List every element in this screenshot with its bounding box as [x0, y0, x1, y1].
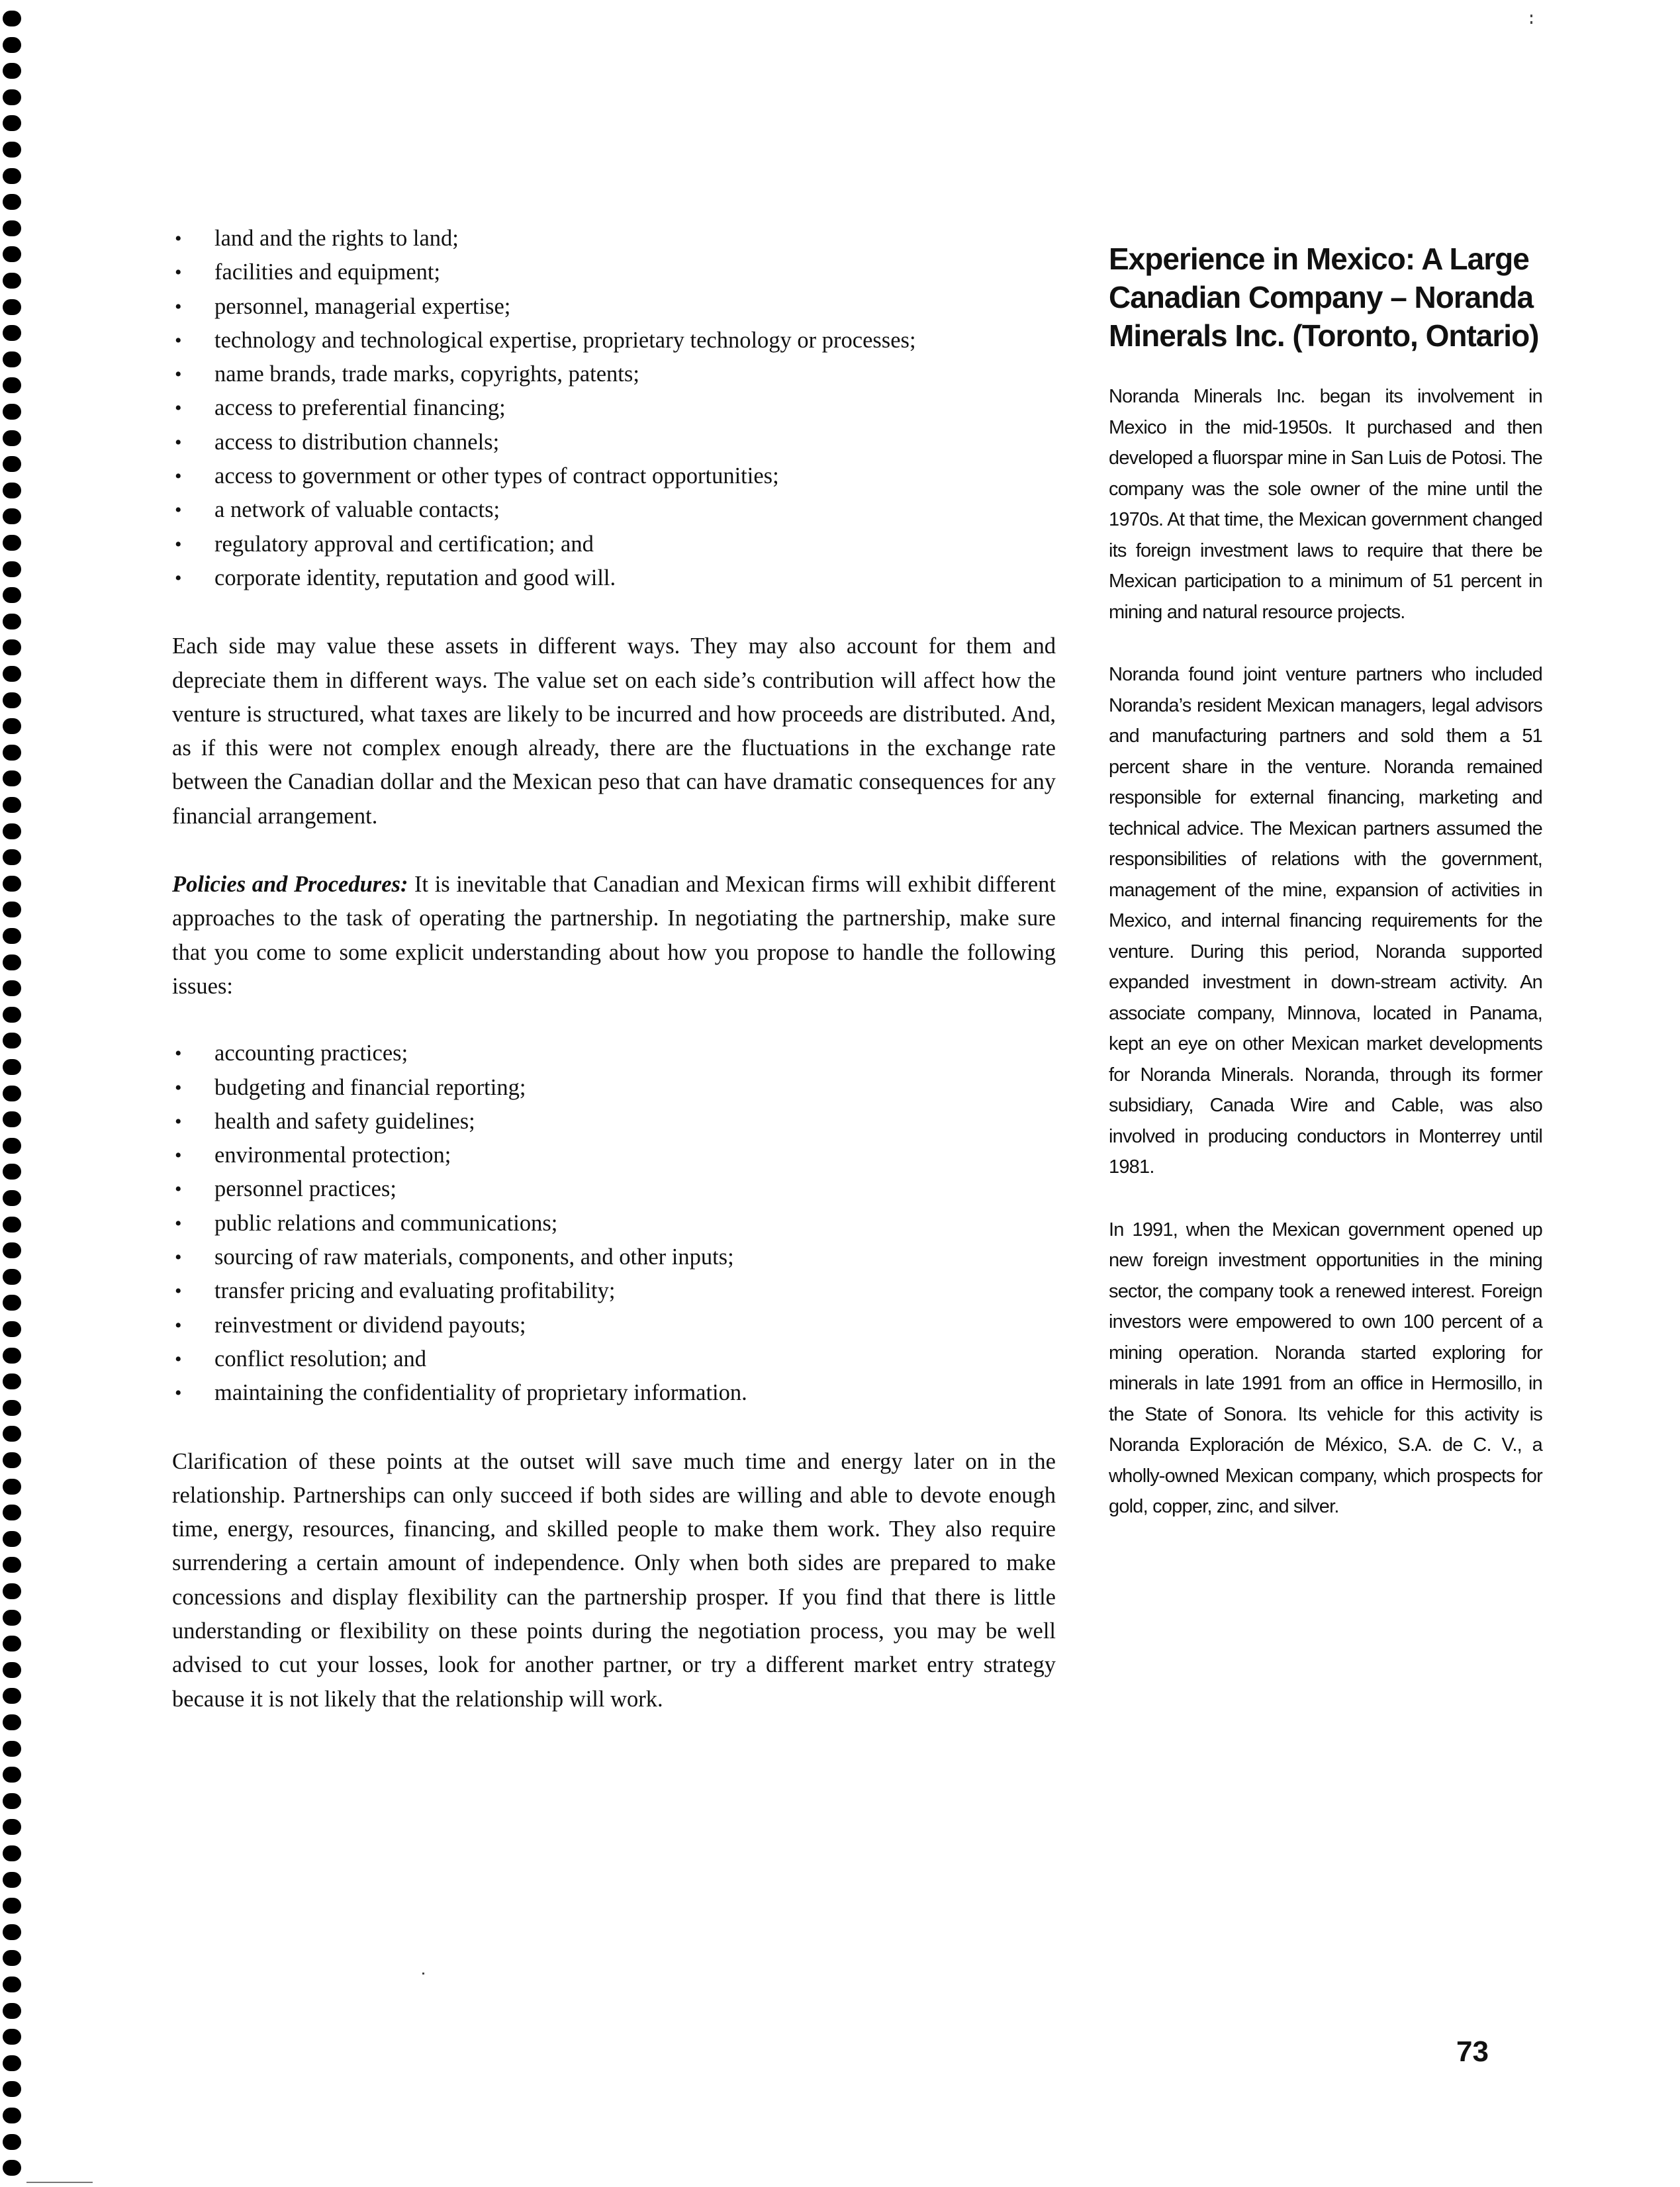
binding-hole [3, 1977, 21, 1992]
binding-hole [3, 11, 21, 26]
binding-hole [3, 2160, 21, 2176]
scan-speck [1530, 21, 1532, 24]
binding-hole [3, 2003, 21, 2019]
sidebar-paragraph: Noranda Minerals Inc. began its involvement in Mexico in the mid-1950s. It purchased and then developed a fluorspar mine in San Luis de Potosi. The company was the sole owner of the mine until the 1970s. At that time, the Mexican government changed its foreign investment laws to require that there be Mexican participation to a minimum of 51 percent in mining and natural resource projects. [1109, 386, 1542, 623]
binding-hole [3, 745, 21, 761]
binding-hole [3, 63, 21, 79]
bullet-item: • conflict resolution; and [172, 1342, 1056, 1376]
binding-hole [3, 115, 21, 131]
binding-hole [3, 1452, 21, 1468]
binding-hole [3, 1662, 21, 1678]
bullet-item: • environmental protection; [172, 1139, 1056, 1172]
binding-hole [3, 1138, 21, 1154]
binding-hole [3, 220, 21, 236]
binding-hole [3, 456, 21, 472]
binding-hole [3, 770, 21, 786]
binding-hole [3, 849, 21, 865]
binding-hole [3, 1348, 21, 1364]
asset-list [172, 222, 1056, 595]
bullet-item: • corporate identity, reputation and good will. [172, 561, 1056, 595]
binding-hole [3, 980, 21, 996]
binding-hole [3, 404, 21, 420]
binding-hole [3, 1531, 21, 1547]
binding-hole [3, 639, 21, 655]
binding-hole [3, 666, 21, 682]
binding-hole [3, 1714, 21, 1730]
bullet-item: • access to distribution channels; [172, 426, 1056, 459]
binding-hole [3, 483, 21, 498]
bullet-item: • personnel, managerial expertise; [172, 290, 1056, 324]
bullet-item: • accounting practices; [172, 1037, 1056, 1070]
bullet-item: • technology and technological expertise, proprietary technology or processes; [172, 324, 1056, 357]
binding-hole [3, 1610, 21, 1626]
binding-hole [3, 37, 21, 53]
sidebar-heading: Experience in Mexico: A Large Canadian Company – Noranda Minerals Inc. (Toronto, Ontario) [1109, 242, 1539, 353]
binding-hole [3, 377, 21, 393]
bullet-item: • reinvestment or dividend payouts; [172, 1309, 1056, 1342]
binding-hole [3, 1373, 21, 1389]
binding-hole [3, 1793, 21, 1809]
scan-edge-line [26, 2182, 93, 2183]
binding-hole [3, 1505, 21, 1520]
bullet-item: • maintaining the confidentiality of proprietary information. [172, 1376, 1056, 1410]
scan-speck [1530, 15, 1532, 17]
binding-hole [3, 1269, 21, 1285]
binding-hole [3, 1426, 21, 1442]
binding-hole [3, 561, 21, 577]
bullet-item: • access to government or other types of contract opportunities; [172, 459, 1056, 493]
binding-hole [3, 1557, 21, 1573]
bullet-item: • a network of valuable contacts; [172, 493, 1056, 527]
binding-hole [3, 797, 21, 813]
page-number: 73 [1456, 2035, 1489, 2068]
assets-valuation-paragraph: Each side may value these assets in different ways. They may also account for them and depreciate them in different ways. The value set on each side’s contribution will affect how the venture is structured, what taxes are likely to be incurred and how proceeds are distributed. And, as if this were not complex enough already, there are the fluctuations in the exchange rate between the Canadian dollar and the Mexican peso that can have dramatic consequences for any financial arrangement. [172, 633, 1056, 829]
binding-hole [3, 1242, 21, 1258]
binding-hole [3, 1950, 21, 1966]
binding-hole [3, 1845, 21, 1861]
bullet-item: • land and the rights to land; [172, 222, 1056, 256]
binding-hole [3, 692, 21, 708]
binding-hole [3, 1059, 21, 1075]
bullet-item: • public relations and communications; [172, 1207, 1056, 1240]
binding-hole [3, 1688, 21, 1704]
binding-hole [3, 194, 21, 210]
spiral-binding-holes [0, 0, 26, 2187]
bullet-item: • access to preferential financing; [172, 391, 1056, 425]
binding-hole [3, 1033, 21, 1048]
policies-body: It is inevitable that Canadian and Mexican firms will exhibit different approaches to the task of operating the partnership. In negotiating the partnership, make sure that you come to some explicit understanding about how you propose to handle the following issues: [172, 872, 1056, 999]
binding-hole [3, 1741, 21, 1757]
bullet-item: • personnel practices; [172, 1172, 1056, 1206]
binding-hole [3, 168, 21, 184]
binding-hole [3, 2029, 21, 2045]
sidebar-paragraph: In 1991, when the Mexican government opened up new foreign investment opportunities in the mining sector, the company took a renewed interest. Foreign investors were empowered to own 100 percent of a mining operation. Noranda started exploring for minerals in late 1991 from an office in Hermosillo, in the State of Sonora. Its vehicle for this activity is Noranda Exploración de México, S.A. de C. V., a wholly-owned Mexican company, which prospects for gold, copper, zinc, and silver. [1109, 1219, 1542, 1517]
binding-hole [3, 1007, 21, 1023]
sidebar-paragraph: Noranda found joint venture partners who included Noranda’s resident Mexican managers, legal advisors and manufacturing partners and sold them a 51 percent share in the venture. Noranda remained responsible for external financing, marketing and technical advice. The Mexican partners assumed the responsibilities of relations with the government, management of the mine, expansion of activities in Mexico, and internal financing requirements for the venture. During this period, Noranda supported expanded investment in down-stream activity. An associate company, Minnova, located in Panama, kept an eye on other Mexican market developments for Noranda Minerals. Noranda, through its former subsidiary, Canada Wire and Cable, was also involved in producing conductors in Monterrey until 1981. [1109, 664, 1542, 1178]
binding-hole [3, 2055, 21, 2071]
binding-hole [3, 1898, 21, 1914]
binding-hole [3, 299, 21, 315]
binding-hole [3, 508, 21, 524]
clarification-paragraph: Clarification of these points at the outset will save much time and energy later on in the relationship. Partnerships can only succeed if both sides are willing and able to devote enough time, energy, resources, financing, and skilled people to make them work. They also require surrendering a certain amount of independence. Only when both sides are prepared to make concessions and display flexibility can the partnership prosper. If you find that there is little understanding or flexibility on these points during the negotiation process, you may be well advised to cut your losses, look for another partner, or try a different market entry strategy because it is not likely that the relationship will work. [172, 1448, 1056, 1712]
binding-hole [3, 614, 21, 629]
binding-hole [3, 273, 21, 289]
binding-hole [3, 1819, 21, 1835]
bullet-item: • health and safety guidelines; [172, 1105, 1056, 1139]
bullet-item: • facilities and equipment; [172, 256, 1056, 289]
binding-hole [3, 1583, 21, 1599]
binding-hole [3, 902, 21, 917]
case-study-sidebar [1109, 240, 1542, 1554]
binding-hole [3, 1111, 21, 1127]
binding-hole [3, 351, 21, 367]
binding-hole [3, 246, 21, 262]
scan-speck [422, 1973, 424, 1975]
policies-paragraph [172, 868, 1056, 1003]
binding-hole [3, 718, 21, 734]
bullet-item: • sourcing of raw materials, components, and other inputs; [172, 1240, 1056, 1274]
issues-list [172, 1037, 1056, 1410]
binding-hole [3, 876, 21, 892]
binding-hole [3, 1321, 21, 1337]
policies-lead: Policies and Procedures: [172, 872, 408, 898]
binding-hole [3, 89, 21, 105]
binding-hole [3, 954, 21, 970]
binding-hole [3, 2081, 21, 2097]
binding-hole [3, 1190, 21, 1206]
binding-hole [3, 535, 21, 551]
bullet-item: • budgeting and financial reporting; [172, 1071, 1056, 1105]
binding-hole [3, 1086, 21, 1101]
binding-hole [3, 1295, 21, 1311]
binding-hole [3, 1872, 21, 1888]
binding-hole [3, 823, 21, 839]
bullet-item: • transfer pricing and evaluating profitability; [172, 1274, 1056, 1308]
binding-hole [3, 1217, 21, 1233]
binding-hole [3, 1767, 21, 1783]
binding-hole [3, 1924, 21, 1940]
binding-hole [3, 1164, 21, 1180]
main-column [172, 222, 1056, 1716]
binding-hole [3, 1479, 21, 1495]
bullet-item: • name brands, trade marks, copyrights, patents; [172, 357, 1056, 391]
bullet-item: • regulatory approval and certification; and [172, 528, 1056, 561]
binding-hole [3, 2108, 21, 2123]
binding-hole [3, 430, 21, 446]
binding-hole [3, 142, 21, 158]
binding-hole [3, 2134, 21, 2150]
binding-hole [3, 928, 21, 944]
binding-hole [3, 587, 21, 603]
binding-hole [3, 1636, 21, 1652]
binding-hole [3, 325, 21, 341]
binding-hole [3, 1400, 21, 1416]
